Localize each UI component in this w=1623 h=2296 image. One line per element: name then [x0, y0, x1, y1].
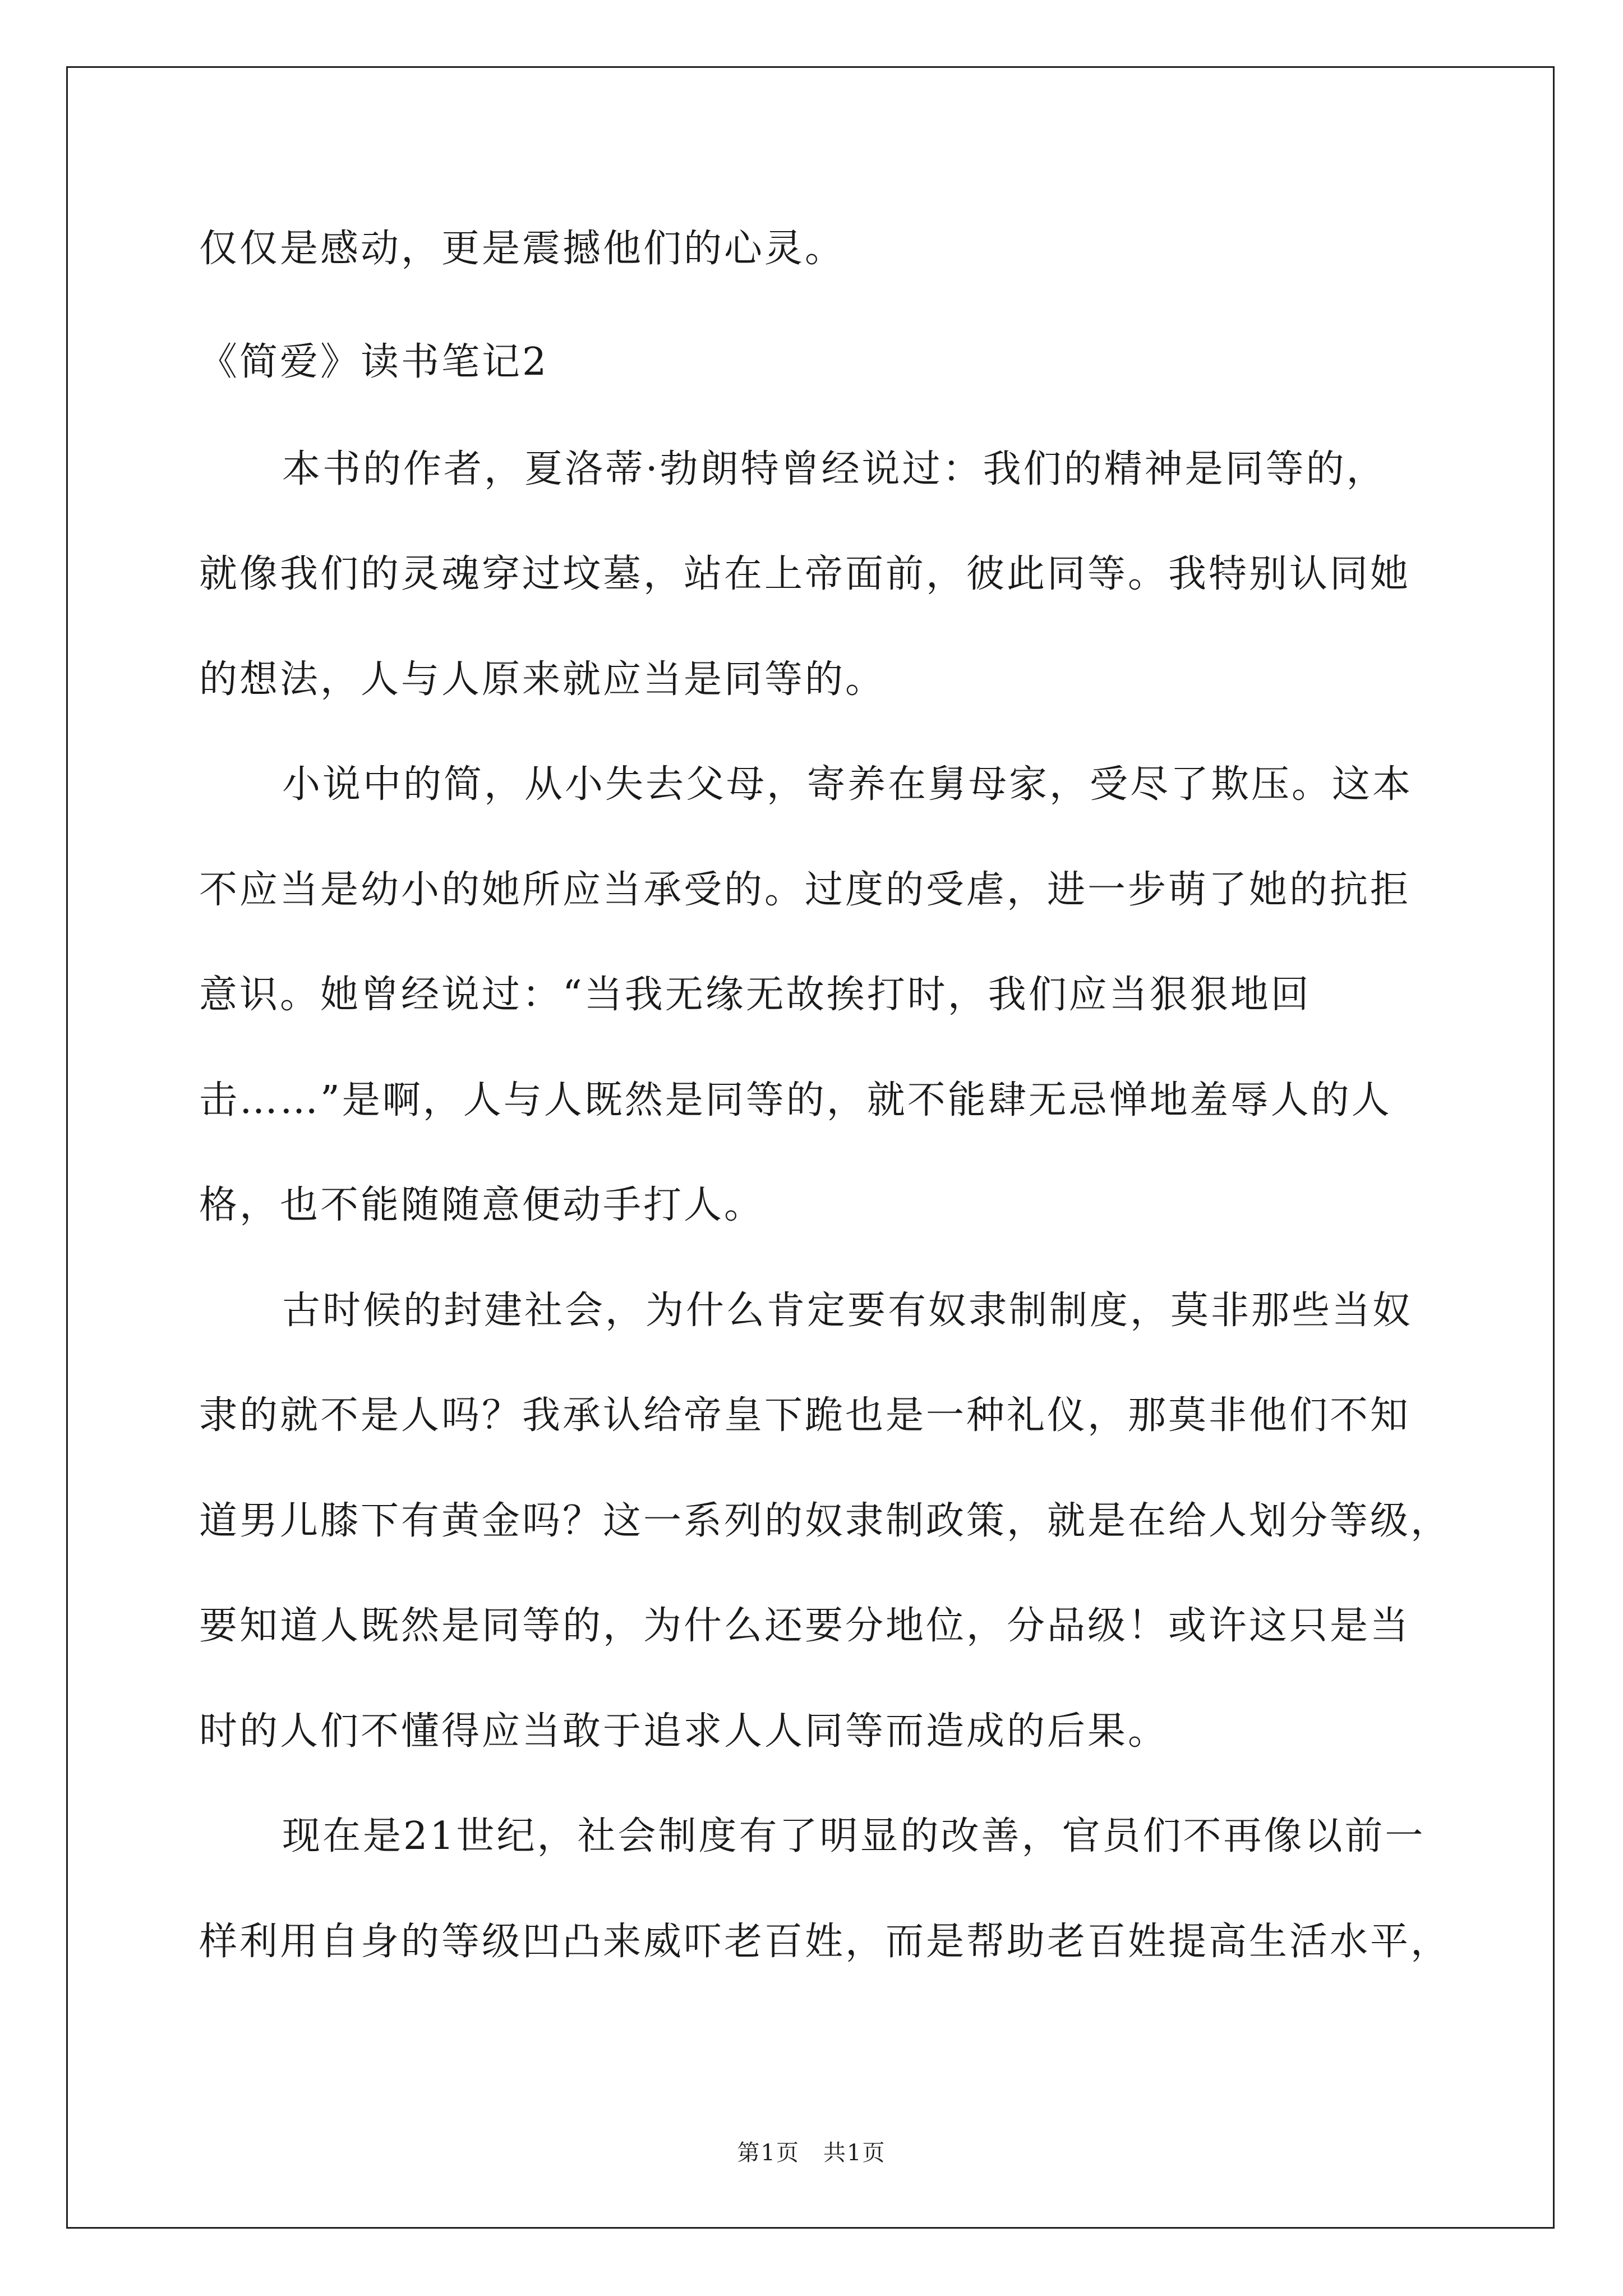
- body-line: 的想法，人与人原来就应当是同等的。: [199, 657, 886, 702]
- body-line: 隶的就不是人吗？我承认给帝皇下跪也是一种礼仪，那莫非他们不知: [199, 1393, 1411, 1438]
- body-line: 古时候的封建社会，为什么肯定要有奴隶制制度，莫非那些当奴: [282, 1289, 1413, 1333]
- section-title: 《简爱》读书笔记2: [199, 340, 549, 384]
- body-line: 道男儿膝下有黄金吗？这一系列的奴隶制政策，就是在给人划分等级，: [199, 1499, 1451, 1543]
- body-line: 不应当是幼小的她所应当承受的。过度的受虐，进一步萌了她的抗拒: [199, 868, 1411, 912]
- body-line: 样利用自身的等级凹凸来威吓老百姓，而是帮助老百姓提高生活水平，: [199, 1920, 1451, 1964]
- body-line: 仅仅是感动，更是震撼他们的心灵。: [199, 227, 846, 271]
- body-line: 格，也不能随随意便动手打人。: [199, 1183, 765, 1227]
- page-number-footer: 第1页 共1页: [737, 2140, 886, 2166]
- body-line: 时的人们不懂得应当敢于追求人人同等而造成的后果。: [199, 1709, 1169, 1754]
- body-line: 意识。她曾经说过：“当我无缘无故挨打时，我们应当狠狠地回: [199, 973, 1311, 1017]
- body-line: 小说中的简，从小失去父母，寄养在舅母家，受尽了欺压。这本: [282, 762, 1413, 807]
- body-line: 本书的作者，夏洛蒂·勃朗特曾经说过：我们的精神是同等的，: [282, 447, 1387, 491]
- page-border: [66, 66, 1555, 2229]
- body-line: 击……”是啊，人与人既然是同等的，就不能肆无忌惮地羞辱人的人: [199, 1078, 1392, 1122]
- body-line: 就像我们的灵魂穿过坟墓，站在上帝面前，彼此同等。我特别认同她: [199, 552, 1411, 596]
- body-line: 要知道人既然是同等的，为什么还要分地位，分品级！或许这只是当: [199, 1604, 1411, 1648]
- body-line: 现在是21世纪，社会制度有了明显的改善，官员们不再像以前一: [282, 1814, 1426, 1858]
